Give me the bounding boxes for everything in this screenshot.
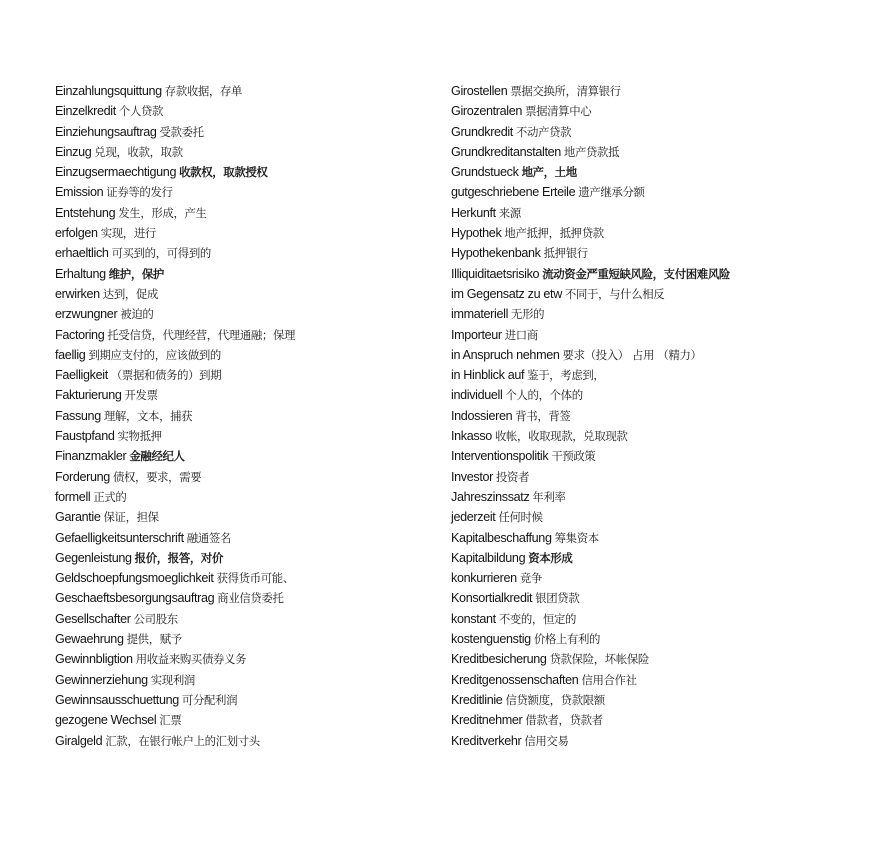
entry-gloss: 汇款，在银行帐户上的汇划寸头 bbox=[105, 733, 260, 748]
entry-term: Einzelkredit bbox=[55, 104, 116, 119]
glossary-entry bbox=[451, 609, 851, 629]
glossary-entry bbox=[451, 507, 851, 527]
entry-gloss: 可分配利润 bbox=[181, 692, 238, 707]
entry-gloss: 债权，要求，需要 bbox=[112, 469, 202, 484]
glossary-entry bbox=[451, 162, 851, 182]
entry-gloss: 实现利润 bbox=[150, 672, 195, 687]
glossary-entry bbox=[451, 365, 851, 385]
glossary-entry bbox=[55, 588, 455, 608]
glossary-entry bbox=[55, 649, 455, 669]
glossary-entry bbox=[55, 568, 455, 588]
left-column bbox=[55, 81, 455, 751]
glossary-entry bbox=[451, 122, 851, 142]
entry-gloss: 开发票 bbox=[124, 388, 158, 403]
entry-gloss: 进口商 bbox=[504, 327, 538, 342]
entry-gloss: 受款委托 bbox=[159, 124, 204, 139]
entry-gloss: 正式的 bbox=[93, 489, 127, 504]
entry-term: Girostellen bbox=[451, 84, 508, 98]
glossary-entry bbox=[55, 548, 455, 568]
entry-term: Interventionspolitik bbox=[451, 449, 549, 464]
entry-gloss: 报价，报答，对价 bbox=[134, 550, 223, 565]
entry-term: Forderung bbox=[55, 469, 110, 484]
entry-term: Investor bbox=[451, 469, 493, 484]
glossary-entry bbox=[451, 284, 851, 304]
entry-term: gezogene Wechsel bbox=[55, 713, 157, 728]
entry-gloss: 不同于，与什么相反 bbox=[564, 286, 665, 301]
entry-term: Inkasso bbox=[451, 429, 492, 444]
entry-gloss: 证券等的发行 bbox=[106, 185, 173, 200]
entry-term: Entstehung bbox=[55, 205, 116, 220]
entry-term: Girozentralen bbox=[451, 104, 523, 119]
glossary-entry bbox=[55, 142, 455, 162]
glossary-entry bbox=[55, 122, 455, 142]
entry-term: Fakturierung bbox=[55, 388, 122, 403]
entry-gloss: 金融经纪人 bbox=[129, 449, 185, 464]
glossary-entry bbox=[55, 426, 455, 446]
glossary-entry bbox=[451, 629, 851, 649]
entry-gloss: 被迫的 bbox=[120, 307, 154, 322]
entry-term: Fassung bbox=[55, 408, 101, 423]
entry-term: konkurrieren bbox=[451, 571, 517, 586]
glossary-entry bbox=[451, 710, 851, 730]
entry-term: Grundkredit bbox=[451, 124, 513, 139]
entry-gloss: 不动产贷款 bbox=[515, 124, 572, 139]
entry-gloss: 鉴于，考虑到， bbox=[527, 368, 605, 383]
entry-term: erwirken bbox=[55, 286, 100, 301]
glossary-entry bbox=[55, 243, 455, 263]
entry-term: Gewaehrung bbox=[55, 632, 124, 647]
entry-term: Gewinnsausschuettung bbox=[55, 692, 179, 707]
glossary-entry bbox=[451, 81, 851, 101]
glossary-entry bbox=[451, 243, 851, 263]
entry-term: Gefaelligkeitsunterschrift bbox=[55, 530, 184, 545]
entry-gloss: 理解，文本，捕获 bbox=[103, 408, 193, 423]
entry-term: Gewinnbligtion bbox=[55, 652, 133, 667]
entry-gloss: 来源 bbox=[498, 205, 521, 220]
entry-term: Herkunft bbox=[451, 205, 496, 220]
entry-gloss: 兑现，收款，取款 bbox=[94, 144, 183, 159]
entry-term: Kapitalbildung bbox=[451, 550, 526, 565]
glossary-entry bbox=[55, 203, 455, 223]
entry-term: Faustpfand bbox=[55, 429, 115, 444]
glossary-entry bbox=[55, 101, 455, 121]
entry-term: Indossieren bbox=[451, 408, 513, 423]
entry-term: Finanzmakler bbox=[55, 449, 127, 464]
entry-gloss: （票据和债务的）到期 bbox=[110, 368, 222, 383]
glossary-entry bbox=[55, 467, 455, 487]
entry-gloss: 年利率 bbox=[532, 489, 566, 504]
entry-gloss: 信贷额度，贷款限额 bbox=[505, 692, 605, 707]
entry-term: jederzeit bbox=[451, 510, 496, 525]
entry-term: Illiquiditaetsrisiko bbox=[451, 266, 540, 281]
entry-term: Kreditgenossenschaften bbox=[451, 672, 579, 687]
entry-term: Emission bbox=[55, 185, 104, 200]
entry-term: Kreditbesicherung bbox=[451, 652, 547, 667]
entry-gloss: 地产，土地 bbox=[521, 165, 577, 180]
entry-gloss: 价格上有利的 bbox=[533, 632, 601, 647]
glossary-entry bbox=[55, 81, 455, 101]
glossary-entry bbox=[451, 588, 851, 608]
glossary-entry bbox=[451, 426, 851, 446]
entry-gloss: 信用交易 bbox=[524, 733, 569, 748]
entry-gloss: 信用合作社 bbox=[581, 672, 637, 687]
glossary-entry bbox=[55, 609, 455, 629]
glossary-entry bbox=[55, 385, 455, 405]
entry-term: Grundstueck bbox=[451, 165, 519, 180]
entry-term: formell bbox=[55, 489, 91, 504]
glossary-entry bbox=[55, 304, 455, 324]
entry-gloss: 收款权，取款授权 bbox=[179, 165, 268, 180]
entry-term: Geldschoepfungsmoeglichkeit bbox=[55, 571, 214, 586]
entry-gloss: 保证，担保 bbox=[103, 510, 159, 525]
entry-gloss: 银团贷款 bbox=[535, 591, 580, 606]
entry-gloss: 实现，进行 bbox=[100, 226, 156, 241]
entry-term: erhaeltlich bbox=[55, 246, 109, 261]
glossary-entry bbox=[451, 568, 851, 588]
entry-gloss: 无形的 bbox=[511, 307, 545, 322]
right-column bbox=[451, 81, 851, 751]
entry-gloss: 汇票 bbox=[159, 713, 182, 728]
glossary-entry bbox=[55, 223, 455, 243]
glossary-entry bbox=[451, 487, 851, 507]
entry-gloss: 达到，促成 bbox=[102, 286, 159, 301]
glossary-entry bbox=[55, 345, 455, 365]
entry-gloss: 提供，赋予 bbox=[126, 632, 182, 647]
entry-gloss: 可买到的，可得到的 bbox=[111, 246, 211, 261]
entry-term: immateriell bbox=[451, 307, 509, 322]
glossary-entry bbox=[451, 446, 851, 466]
glossary-entry bbox=[55, 690, 455, 710]
entry-gloss: 不变的，恒定的 bbox=[498, 611, 577, 626]
glossary-entry bbox=[451, 467, 851, 487]
glossary-entry bbox=[55, 629, 455, 649]
entry-term: Einzug bbox=[55, 144, 92, 159]
glossary-entry bbox=[55, 446, 455, 466]
entry-term: Einzugsermaechtigung bbox=[55, 165, 177, 180]
entry-gloss: 任何时候 bbox=[498, 510, 543, 525]
entry-term: Jahreszinssatz bbox=[451, 489, 530, 504]
glossary-entry bbox=[55, 264, 455, 284]
glossary-entry bbox=[451, 182, 851, 202]
entry-gloss: 干预政策 bbox=[551, 449, 596, 464]
entry-gloss: 流动资金严重短缺风险，支付困难风险 bbox=[542, 266, 730, 281]
glossary-entry bbox=[451, 385, 851, 405]
entry-gloss: 借款者，贷款者 bbox=[525, 713, 603, 728]
entry-term: Gesellschafter bbox=[55, 611, 131, 626]
entry-term: in Anspruch nehmen bbox=[451, 347, 560, 362]
entry-term: Factoring bbox=[55, 327, 105, 342]
glossary-entry bbox=[451, 649, 851, 669]
entry-gloss: 地产抵押，抵押贷款 bbox=[504, 226, 604, 241]
entry-term: Kreditnehmer bbox=[451, 713, 523, 728]
glossary-entry bbox=[55, 731, 455, 751]
entry-gloss: 发生，形成，产生 bbox=[118, 205, 207, 220]
glossary-entry bbox=[451, 670, 851, 690]
glossary-entry bbox=[55, 670, 455, 690]
entry-term: faellig bbox=[55, 347, 86, 362]
entry-gloss: 存款收据，存单 bbox=[164, 84, 243, 98]
entry-gloss: 收帐，收取现款，兑取现款 bbox=[494, 429, 628, 444]
entry-term: Konsortialkredit bbox=[451, 591, 533, 606]
glossary-entry bbox=[451, 548, 851, 568]
entry-gloss: 要求（投入） 占用 （精力） bbox=[562, 347, 702, 362]
glossary-entry bbox=[451, 528, 851, 548]
glossary-entry bbox=[55, 365, 455, 385]
entry-gloss: 实物抵押 bbox=[117, 429, 162, 444]
glossary-entry bbox=[451, 731, 851, 751]
glossary-entry bbox=[451, 203, 851, 223]
entry-term: Hypothek bbox=[451, 226, 502, 241]
entry-term: erzwungner bbox=[55, 307, 118, 322]
entry-gloss: 融通签名 bbox=[186, 530, 231, 545]
entry-term: kostenguenstig bbox=[451, 632, 531, 647]
glossary-entry bbox=[55, 710, 455, 730]
entry-gloss: 个人的，个体的 bbox=[505, 388, 583, 403]
entry-gloss: 托受信贷，代理经营，代理通融；保理 bbox=[107, 327, 296, 342]
entry-gloss: 背书，背签 bbox=[515, 408, 571, 423]
entry-term: Geschaeftsbesorgungsauftrag bbox=[55, 591, 215, 606]
entry-gloss: 公司股东 bbox=[133, 611, 178, 626]
entry-gloss: 票据交换所，清算银行 bbox=[510, 84, 621, 98]
entry-gloss: 贷款保险，坏帐保险 bbox=[549, 652, 649, 667]
entry-gloss: 获得货币可能、 bbox=[216, 571, 294, 586]
glossary-entry bbox=[55, 162, 455, 182]
glossary-entry bbox=[451, 264, 851, 284]
entry-gloss: 到期应支付的，应该做到的 bbox=[88, 347, 221, 362]
glossary-entry bbox=[451, 304, 851, 324]
entry-gloss: 投资者 bbox=[496, 469, 530, 484]
entry-term: in Hinblick auf bbox=[451, 368, 525, 383]
entry-term: individuell bbox=[451, 388, 503, 403]
entry-term: Faelligkeit bbox=[55, 368, 108, 383]
entry-term: Erhaltung bbox=[55, 266, 106, 281]
entry-term: Hypothekenbank bbox=[451, 246, 541, 261]
glossary-entry bbox=[451, 690, 851, 710]
entry-term: Giralgeld bbox=[55, 733, 103, 748]
entry-term: Einzahlungsquittung bbox=[55, 84, 162, 98]
entry-gloss: 地产贷款抵 bbox=[563, 144, 620, 159]
glossary-entry bbox=[451, 101, 851, 121]
glossary-entry bbox=[55, 325, 455, 345]
glossary-entry bbox=[55, 528, 455, 548]
glossary-entry bbox=[451, 406, 851, 426]
glossary-entry bbox=[451, 345, 851, 365]
entry-term: gutgeschriebene Erteile bbox=[451, 185, 576, 200]
entry-gloss: 竞争 bbox=[519, 571, 542, 586]
entry-term: erfolgen bbox=[55, 226, 98, 241]
entry-term: Kreditverkehr bbox=[451, 733, 522, 748]
entry-term: Garantie bbox=[55, 510, 101, 525]
entry-gloss: 票据清算中心 bbox=[525, 104, 592, 119]
entry-term: Gegenleistung bbox=[55, 550, 132, 565]
glossary-entry bbox=[55, 284, 455, 304]
entry-gloss: 遗产继承分额 bbox=[578, 185, 645, 200]
glossary-entry bbox=[451, 223, 851, 243]
entry-gloss: 用收益来购买债券义务 bbox=[135, 652, 247, 667]
entry-gloss: 个人贷款 bbox=[118, 104, 164, 119]
entry-term: Grundkreditanstalten bbox=[451, 144, 561, 159]
entry-term: Importeur bbox=[451, 327, 502, 342]
entry-term: Kapitalbeschaffung bbox=[451, 530, 552, 545]
glossary-entry bbox=[55, 406, 455, 426]
entry-gloss: 商业信贷委托 bbox=[217, 591, 284, 606]
entry-term: Einziehungsauftrag bbox=[55, 124, 157, 139]
entry-term: konstant bbox=[451, 611, 496, 626]
glossary-entry bbox=[55, 507, 455, 527]
glossary-entry bbox=[451, 325, 851, 345]
entry-gloss: 维护，保护 bbox=[108, 266, 164, 281]
entry-term: im Gegensatz zu etw bbox=[451, 286, 562, 301]
entry-term: Gewinnerziehung bbox=[55, 672, 148, 687]
entry-gloss: 筹集资本 bbox=[554, 530, 599, 545]
entry-term: Kreditlinie bbox=[451, 692, 503, 707]
glossary-entry bbox=[55, 487, 455, 507]
glossary-entry bbox=[451, 142, 851, 162]
glossary-entry bbox=[55, 182, 455, 202]
entry-gloss: 资本形成 bbox=[528, 550, 573, 565]
entry-gloss: 抵押银行 bbox=[543, 246, 588, 261]
